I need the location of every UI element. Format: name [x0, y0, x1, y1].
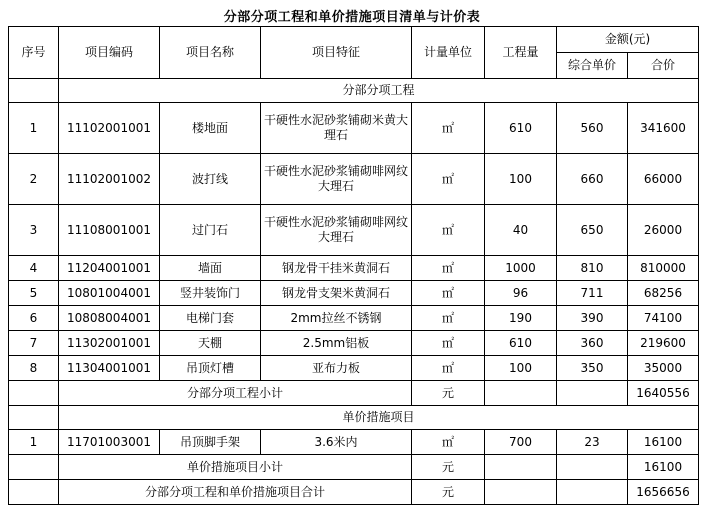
cell-code: 11304001001 — [59, 356, 160, 381]
subtotal-empty — [485, 381, 557, 406]
cell-seq: 7 — [9, 331, 59, 356]
cell-unit: ㎡ — [412, 103, 485, 154]
cell-feature: 2mm拉丝不锈钢 — [261, 306, 412, 331]
subtotal-spacer — [9, 455, 59, 480]
grand-total-label: 分部分项工程和单价措施项目合计 — [59, 480, 412, 505]
cell-price: 810 — [557, 256, 628, 281]
cell-total: 66000 — [628, 154, 699, 205]
cell-qty: 100 — [485, 356, 557, 381]
cell-price: 23 — [557, 430, 628, 455]
cell-code: 11701003001 — [59, 430, 160, 455]
cell-total: 16100 — [628, 430, 699, 455]
header-qty: 工程量 — [485, 27, 557, 79]
cell-price: 360 — [557, 331, 628, 356]
cell-unit: ㎡ — [412, 256, 485, 281]
subtotal-empty — [557, 455, 628, 480]
cell-code: 11302001001 — [59, 331, 160, 356]
subtotal-empty — [557, 381, 628, 406]
table-row — [9, 430, 699, 455]
cell-qty: 190 — [485, 306, 557, 331]
cell-total: 74100 — [628, 306, 699, 331]
cell-code: 11108001001 — [59, 205, 160, 256]
section-spacer — [9, 79, 59, 103]
table-row — [9, 356, 699, 381]
subtotal-row — [9, 455, 699, 480]
cell-code: 11102001002 — [59, 154, 160, 205]
cell-price: 711 — [557, 281, 628, 306]
header-seq: 序号 — [9, 27, 59, 79]
subtotal-label: 单价措施项目小计 — [59, 455, 412, 480]
cell-feature: 2.5mm铝板 — [261, 331, 412, 356]
cell-name: 楼地面 — [160, 103, 261, 154]
cell-price: 390 — [557, 306, 628, 331]
cell-feature: 钢龙骨支架米黄洞石 — [261, 281, 412, 306]
subtotal-unit: 元 — [412, 455, 485, 480]
cell-unit: ㎡ — [412, 205, 485, 256]
grand-total-unit: 元 — [412, 480, 485, 505]
header-amount: 金额(元) — [557, 27, 699, 53]
cell-seq: 8 — [9, 356, 59, 381]
cell-name: 波打线 — [160, 154, 261, 205]
cell-code: 11102001001 — [59, 103, 160, 154]
cell-seq: 6 — [9, 306, 59, 331]
cell-seq: 1 — [9, 103, 59, 154]
table-row — [9, 331, 699, 356]
header-feature: 项目特征 — [261, 27, 412, 79]
table-row — [9, 154, 699, 205]
cell-code: 10808004001 — [59, 306, 160, 331]
cell-seq: 1 — [9, 430, 59, 455]
cell-feature: 亚布力板 — [261, 356, 412, 381]
table-row — [9, 306, 699, 331]
cell-feature: 钢龙骨干挂米黄洞石 — [261, 256, 412, 281]
grand-total-empty — [485, 480, 557, 505]
header-total: 合价 — [628, 53, 699, 79]
table-row — [9, 256, 699, 281]
page-title: 分部分项工程和单价措施项目清单与计价表 — [223, 10, 481, 25]
cell-name: 竖井装饰门 — [160, 281, 261, 306]
grand-total-row — [9, 480, 699, 505]
cell-total: 68256 — [628, 281, 699, 306]
cell-seq: 5 — [9, 281, 59, 306]
cell-code: 10801004001 — [59, 281, 160, 306]
bill-table — [8, 26, 699, 505]
cell-feature: 干硬性水泥砂浆铺砌米黄大理石 — [261, 103, 412, 154]
cell-price: 650 — [557, 205, 628, 256]
cell-qty: 100 — [485, 154, 557, 205]
cell-price: 560 — [557, 103, 628, 154]
subtotal-value: 16100 — [628, 455, 699, 480]
cell-name: 天棚 — [160, 331, 261, 356]
cell-qty: 610 — [485, 331, 557, 356]
table-row — [9, 103, 699, 154]
cell-name: 吊顶脚手架 — [160, 430, 261, 455]
cell-unit: ㎡ — [412, 430, 485, 455]
subtotal-row — [9, 381, 699, 406]
cell-unit: ㎡ — [412, 331, 485, 356]
cell-qty: 700 — [485, 430, 557, 455]
grand-total-value: 1656656 — [628, 480, 699, 505]
cell-seq: 2 — [9, 154, 59, 205]
section-title: 单价措施项目 — [59, 406, 699, 430]
table-row — [9, 205, 699, 256]
subtotal-label: 分部分项工程小计 — [59, 381, 412, 406]
cell-price: 350 — [557, 356, 628, 381]
cell-total: 35000 — [628, 356, 699, 381]
header-code: 项目编码 — [59, 27, 160, 79]
subtotal-value: 1640556 — [628, 381, 699, 406]
grand-total-empty — [557, 480, 628, 505]
cell-feature: 干硬性水泥砂浆铺砌啡网纹大理石 — [261, 154, 412, 205]
cell-qty: 1000 — [485, 256, 557, 281]
cell-total: 341600 — [628, 103, 699, 154]
cell-price: 660 — [557, 154, 628, 205]
cell-name: 过门石 — [160, 205, 261, 256]
cell-total: 26000 — [628, 205, 699, 256]
cell-name: 吊顶灯槽 — [160, 356, 261, 381]
subtotal-spacer — [9, 381, 59, 406]
cell-unit: ㎡ — [412, 306, 485, 331]
subtotal-unit: 元 — [412, 381, 485, 406]
cell-unit: ㎡ — [412, 356, 485, 381]
cell-unit: ㎡ — [412, 154, 485, 205]
header-unit-price: 综合单价 — [557, 53, 628, 79]
cell-qty: 40 — [485, 205, 557, 256]
section-spacer — [9, 406, 59, 430]
cell-unit: ㎡ — [412, 281, 485, 306]
header-unit: 计量单位 — [412, 27, 485, 79]
grand-total-spacer — [9, 480, 59, 505]
cell-total: 810000 — [628, 256, 699, 281]
cell-qty: 610 — [485, 103, 557, 154]
header-name: 项目名称 — [160, 27, 261, 79]
cell-seq: 3 — [9, 205, 59, 256]
cell-seq: 4 — [9, 256, 59, 281]
cell-qty: 96 — [485, 281, 557, 306]
cell-total: 219600 — [628, 331, 699, 356]
cell-name: 墙面 — [160, 256, 261, 281]
cell-feature: 3.6米内 — [261, 430, 412, 455]
section-title: 分部分项工程 — [59, 79, 699, 103]
cell-code: 11204001001 — [59, 256, 160, 281]
table-row — [9, 281, 699, 306]
cell-name: 电梯门套 — [160, 306, 261, 331]
subtotal-empty — [485, 455, 557, 480]
cell-feature: 干硬性水泥砂浆铺砌啡网纹大理石 — [261, 205, 412, 256]
